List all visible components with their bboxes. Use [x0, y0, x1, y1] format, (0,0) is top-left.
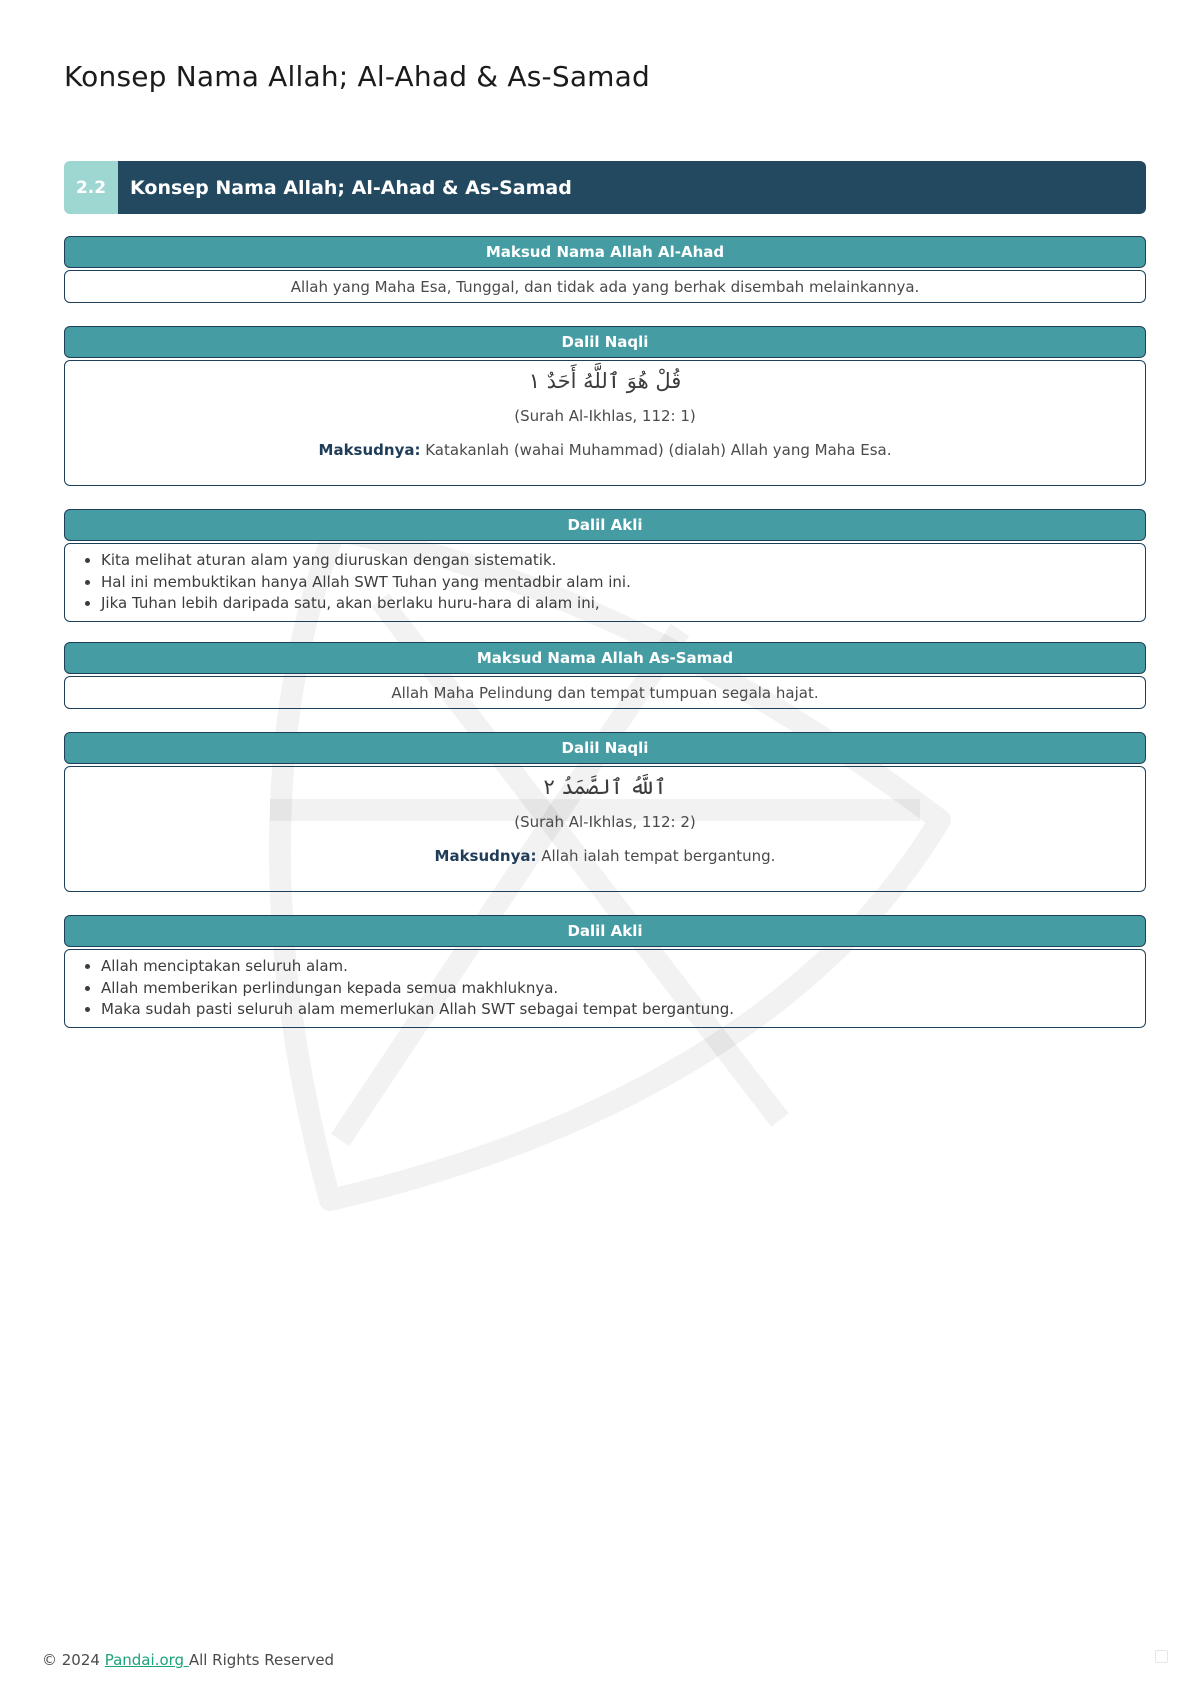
card-header: Dalil Naqli	[64, 732, 1146, 764]
copyright-text: © 2024	[42, 1651, 105, 1669]
rights-text: All Rights Reserved	[188, 1651, 335, 1669]
list-item: • Allah memberikan perlindungan kepada semua makhluknya.	[101, 978, 1145, 1000]
section-header	[64, 161, 1146, 214]
card-body	[64, 270, 1146, 303]
list-item: • Maka sudah pasti seluruh alam memerlukan Allah SWT sebagai tempat bergantung.	[101, 999, 1145, 1021]
verse-reference: (Surah Al-Ikhlas, 112: 2)	[514, 813, 696, 831]
card-body	[64, 949, 1146, 1028]
meaning-label: Maksudnya:	[434, 847, 537, 865]
card-maksud-al-ahad	[64, 236, 1146, 303]
card-body	[64, 676, 1146, 709]
list-item: • Hal ini membuktikan hanya Allah SWT Tuhan yang mentadbir alam ini.	[101, 572, 1145, 594]
card-maksud-as-samad	[64, 642, 1146, 709]
card-header: Maksud Nama Allah As-Samad	[64, 642, 1146, 674]
quran-verse: ٱللَّهُ ٱلصَّمَدُ ٢	[543, 775, 667, 799]
verse-meaning	[65, 847, 1145, 865]
list-item: • Allah menciptakan seluruh alam.	[101, 956, 1145, 978]
verse-meaning	[65, 441, 1145, 459]
page-title: Konsep Nama Allah; Al-Ahad & As-Samad	[64, 60, 650, 93]
card-header: Dalil Akli	[64, 509, 1146, 541]
card-header: Dalil Naqli	[64, 326, 1146, 358]
card-header: Maksud Nama Allah Al-Ahad	[64, 236, 1146, 268]
point-list	[65, 550, 1145, 615]
corner-box-icon	[1155, 1650, 1168, 1663]
list-item: • Jika Tuhan lebih daripada satu, akan berlaku huru-hara di alam ini,	[101, 593, 1145, 615]
card-body	[64, 543, 1146, 622]
meaning-label: Maksudnya:	[318, 441, 421, 459]
list-item: • Kita melihat aturan alam yang diuruskan dengan sistematik.	[101, 550, 1145, 572]
quran-verse: قُلْ هُوَ ٱللَّهُ أَحَدٌ ١	[528, 369, 682, 393]
card-body	[64, 360, 1146, 486]
pandai-link[interactable]: Pandai.org	[104, 1651, 189, 1669]
card-dalil-akli-1	[64, 509, 1146, 622]
section-number: 2.2	[64, 161, 118, 214]
verse-reference: (Surah Al-Ikhlas, 112: 1)	[514, 407, 696, 425]
section-title: Konsep Nama Allah; Al-Ahad & As-Samad	[118, 161, 1146, 214]
definition-text: Allah Maha Pelindung dan tempat tumpuan segala hajat.	[391, 683, 819, 702]
card-body	[64, 766, 1146, 892]
card-header: Dalil Akli	[64, 915, 1146, 947]
card-dalil-naqli-2	[64, 732, 1146, 892]
meaning-text: Allah ialah tempat bergantung.	[536, 847, 776, 865]
point-list	[65, 956, 1145, 1021]
footer	[42, 1651, 334, 1669]
definition-text: Allah yang Maha Esa, Tunggal, dan tidak ada yang berhak disembah melainkannya.	[290, 277, 920, 296]
card-dalil-naqli-1	[64, 326, 1146, 486]
card-dalil-akli-2	[64, 915, 1146, 1028]
meaning-text: Katakanlah (wahai Muhammad) (dialah) Allah yang Maha Esa.	[420, 441, 892, 459]
